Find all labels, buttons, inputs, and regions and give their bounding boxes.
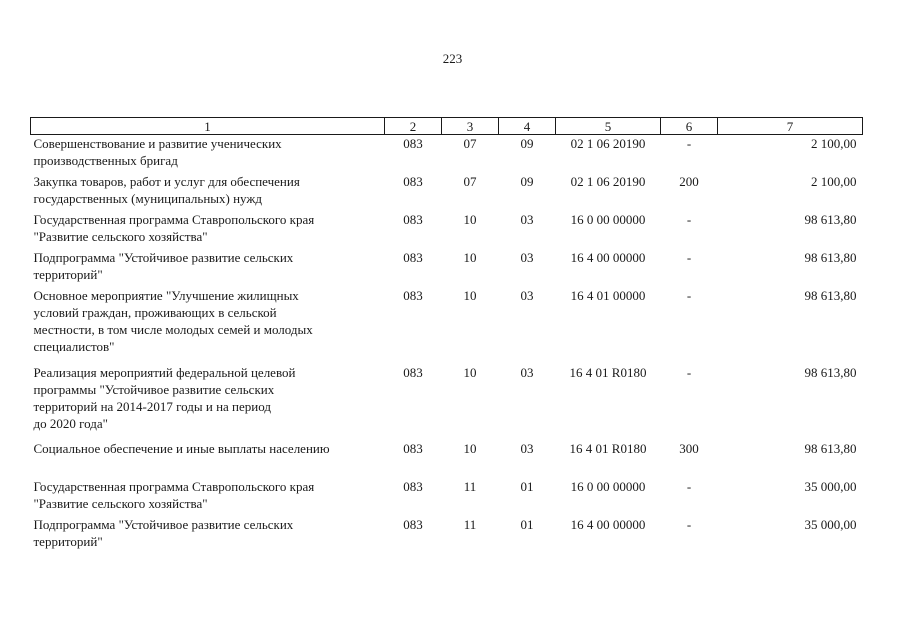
row-ved: 083 <box>403 364 423 380</box>
row-sum: 35 000,00 <box>804 516 857 532</box>
row-vr: - <box>686 249 692 265</box>
table-row <box>31 135 863 173</box>
header-col-3: 3 <box>442 118 499 135</box>
header-col-1: 1 <box>31 118 385 135</box>
row-name: Государственная программа Ставропольского края "Развитие сельского хозяйства" <box>33 478 315 511</box>
row-pr: 03 <box>520 440 534 456</box>
header-col-6: 6 <box>661 118 718 135</box>
row-name: Подпрограмма "Устойчивое развитие сельских территорий" <box>33 516 294 549</box>
row-pr: 09 <box>520 173 534 189</box>
row-rz: 10 <box>463 440 477 456</box>
header-col-4: 4 <box>499 118 556 135</box>
row-pr: 09 <box>520 136 534 151</box>
row-sum: 98 613,80 <box>804 287 857 303</box>
page-number: 223 <box>442 51 463 66</box>
row-sum: 98 613,80 <box>804 440 857 456</box>
row-rz: 10 <box>463 249 477 265</box>
row-cs: 16 4 01 R0180 <box>569 440 647 456</box>
row-cs: 16 0 00 00000 <box>570 478 646 494</box>
row-vr: 200 <box>679 173 699 189</box>
row-ved: 083 <box>403 516 423 532</box>
row-rz: 10 <box>463 287 477 303</box>
row-sum: 98 613,80 <box>804 249 857 265</box>
table-row <box>31 364 863 440</box>
row-ved: 083 <box>403 211 423 227</box>
row-vr: - <box>686 516 692 532</box>
row-name: Социальное обеспечение и иные выплаты населению <box>33 440 330 456</box>
row-rz: 07 <box>463 136 477 151</box>
row-name: Государственная программа Ставропольского края "Развитие сельского хозяйства" <box>33 211 315 244</box>
table-row <box>31 287 863 364</box>
row-cs: 16 4 00 00000 <box>570 516 646 532</box>
row-ved: 083 <box>403 440 423 456</box>
table-row <box>31 249 863 287</box>
row-ved: 083 <box>403 287 423 303</box>
row-cs: 16 4 01 00000 <box>570 287 646 303</box>
row-vr: - <box>686 364 692 380</box>
row-pr: 01 <box>520 516 534 532</box>
row-vr: - <box>686 136 692 151</box>
row-vr: 300 <box>679 440 699 456</box>
table-row <box>31 440 863 478</box>
row-rz: 11 <box>463 478 477 494</box>
row-rz: 10 <box>463 364 477 380</box>
table-row <box>31 478 863 516</box>
row-pr: 03 <box>520 287 534 303</box>
row-cs: 02 1 06 20190 <box>570 136 646 151</box>
row-ved: 083 <box>403 478 423 494</box>
row-rz: 10 <box>463 211 477 227</box>
row-name: Подпрограмма "Устойчивое развитие сельских территорий" <box>33 249 294 282</box>
row-sum: 2 100,00 <box>811 136 857 151</box>
header-col-7: 7 <box>718 118 863 135</box>
row-ved: 083 <box>403 173 423 189</box>
row-sum: 35 000,00 <box>804 478 857 494</box>
budget-table <box>30 117 863 554</box>
row-name: Закупка товаров, работ и услуг для обеспечения государственных (муниципальных) нужд <box>33 173 300 206</box>
header-col-5: 5 <box>556 118 661 135</box>
table-header-row <box>31 118 863 135</box>
row-sum: 98 613,80 <box>804 211 857 227</box>
row-name: Реализация мероприятий федеральной целевой программы "Устойчивое развитие сельских территорий на 2014-2017 годы и на период до 2020 года" <box>33 364 296 431</box>
table-row <box>31 211 863 249</box>
row-ved: 083 <box>403 249 423 265</box>
row-sum: 98 613,80 <box>804 364 857 380</box>
row-sum: 2 100,00 <box>811 173 857 189</box>
row-cs: 16 4 01 R0180 <box>569 364 647 380</box>
table-row <box>31 173 863 211</box>
table-row <box>31 516 863 554</box>
row-cs: 16 4 00 00000 <box>570 249 646 265</box>
row-rz: 07 <box>463 173 477 189</box>
row-name: Основное мероприятие "Улучшение жилищных условий граждан, проживающих в сельской местности, в том числе молодых семей и молодых специалистов" <box>33 287 313 354</box>
header-col-2: 2 <box>385 118 442 135</box>
row-pr: 03 <box>520 364 534 380</box>
row-rz: 11 <box>463 516 477 532</box>
row-vr: - <box>686 211 692 227</box>
row-cs: 16 0 00 00000 <box>570 211 646 227</box>
row-ved: 083 <box>403 136 423 151</box>
row-cs: 02 1 06 20190 <box>570 173 646 189</box>
row-pr: 01 <box>520 478 534 494</box>
row-vr: - <box>686 478 692 494</box>
row-name: Совершенствование и развитие ученических производственных бригад <box>33 136 282 168</box>
row-pr: 03 <box>520 249 534 265</box>
row-pr: 03 <box>520 211 534 227</box>
row-vr: - <box>686 287 692 303</box>
